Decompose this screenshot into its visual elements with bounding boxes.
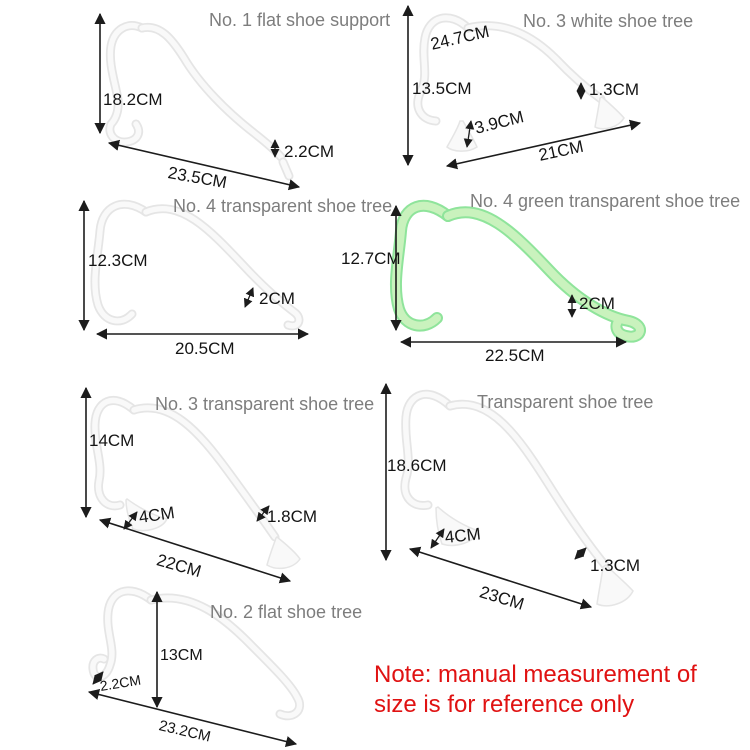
p7-heel-label: 2.2CM — [98, 671, 142, 694]
p6-tip-label: 1.3CM — [590, 556, 641, 575]
p4-title: No. 4 green transparent shoe tree — [470, 191, 741, 211]
p2-heel-label: 3.9CM — [472, 107, 526, 138]
p1-length-label: 23.5CM — [166, 163, 229, 193]
p3-height-label: 12.3CM — [88, 251, 148, 270]
p4-width-label: 2CM — [579, 294, 615, 313]
p2-length-label: 21CM — [536, 136, 586, 165]
p3-title: No. 4 transparent shoe tree — [173, 196, 393, 216]
p2-height-label: 13.5CM — [412, 79, 472, 98]
p6-title: Transparent shoe tree — [477, 392, 654, 412]
p2-title: No. 3 white shoe tree — [523, 11, 694, 31]
note-line-2: size is for reference only — [374, 691, 635, 718]
p5-tip-label: 1.8CM — [267, 507, 318, 526]
p3-width-arrow — [245, 288, 253, 307]
p5-product-photo — [95, 400, 300, 568]
measurement-note — [374, 660, 697, 720]
p4-height-label: 12.7CM — [341, 249, 401, 268]
p4-product-photo — [396, 206, 640, 337]
p1-title: No. 1 flat shoe support — [209, 10, 391, 30]
p7-height-label: 13CM — [160, 647, 203, 664]
note-line-1: Note: manual measurement of — [374, 661, 697, 688]
p2-arc-label: 24.7CM — [428, 21, 492, 54]
p5-height-label: 14CM — [89, 431, 135, 450]
p7-length-label: 23.2CM — [157, 717, 213, 746]
p5-dimension-arrows — [86, 388, 290, 581]
p5-title: No. 3 transparent shoe tree — [155, 394, 375, 414]
p2-tip-label: 1.3CM — [589, 80, 640, 99]
p5-length-label: 22CM — [154, 550, 204, 582]
p5-heel-label: 4CM — [137, 503, 176, 527]
p4-length-label: 22.5CM — [485, 346, 545, 365]
p7-title: No. 2 flat shoe tree — [210, 602, 363, 622]
p1-height-label: 18.2CM — [103, 90, 163, 109]
p3-width-label: 2CM — [259, 289, 295, 308]
p1-width-label: 2.2CM — [284, 142, 335, 161]
p6-tip-arrow — [575, 548, 586, 559]
p6-height-label: 18.6CM — [387, 456, 447, 475]
p6-length-label: 23CM — [477, 582, 527, 614]
p6-heel-label: 4CM — [443, 524, 482, 547]
p3-length-label: 20.5CM — [175, 339, 235, 358]
